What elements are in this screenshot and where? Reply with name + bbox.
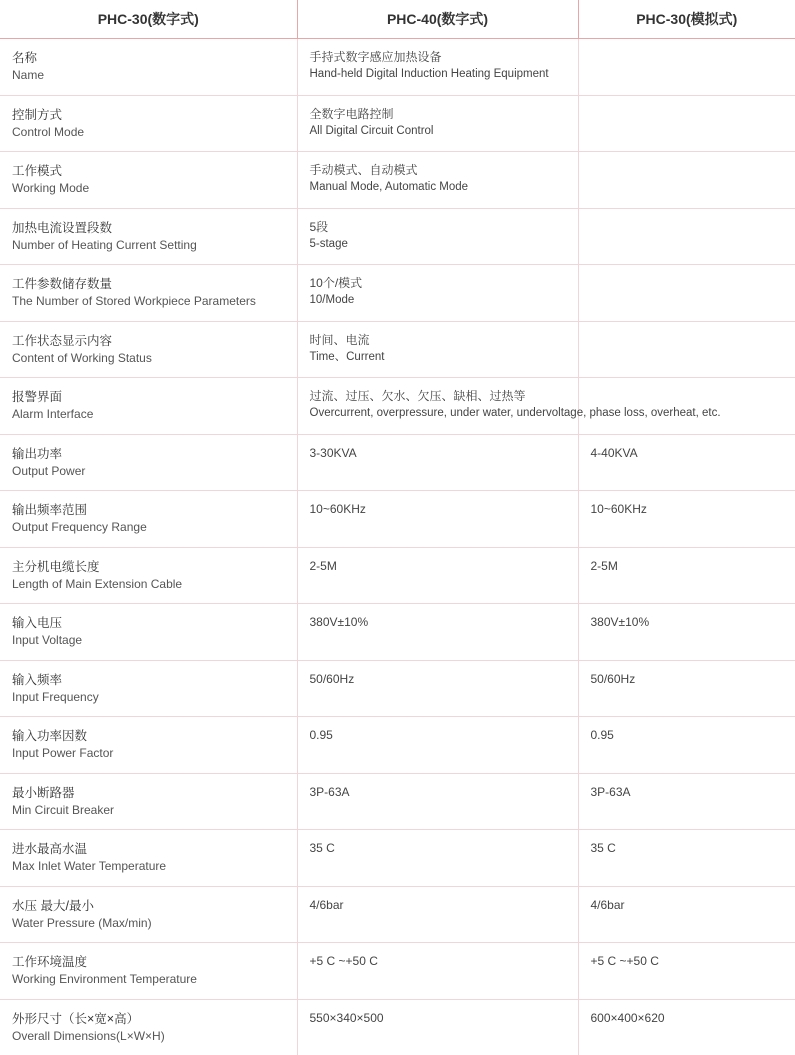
table-row (0, 95, 795, 152)
spec-value-cn: 380V±10% (310, 614, 568, 631)
spec-label-cell (0, 830, 297, 887)
spec-value-cn: 3P-63A (591, 784, 786, 801)
spec-value-cn: 手持式数字感应加热设备 (310, 49, 568, 66)
spec-label-en: The Number of Stored Workpiece Parameters (12, 293, 287, 310)
empty-value (591, 106, 786, 107)
spec-label-cn: 输出功率 (12, 445, 287, 463)
spec-value-cell-phc40 (297, 434, 578, 491)
table-row (0, 208, 795, 265)
spec-label-en: Length of Main Extension Cable (12, 576, 287, 593)
table-body (0, 39, 795, 1055)
spec-label-cn: 水压 最大/最小 (12, 897, 287, 915)
spec-label-en: Input Voltage (12, 632, 287, 649)
spec-value-cell-phc40 (297, 943, 578, 1000)
spec-value-cn: 全数字电路控制 (310, 106, 568, 123)
table-row (0, 434, 795, 491)
spec-value-en: Hand-held Digital Induction Heating Equipment (310, 66, 568, 83)
empty-value (591, 219, 786, 220)
spec-label-cn: 工作环境温度 (12, 953, 287, 971)
spec-value-cn: 380V±10% (591, 614, 786, 631)
spec-value-en: 10/Mode (310, 292, 568, 309)
spec-value-cell-phc40 (297, 321, 578, 378)
empty-value (591, 162, 786, 163)
spec-value-cell-phc40 (297, 660, 578, 717)
spec-value-cell-phc40 (297, 999, 578, 1055)
spec-label-cn: 工作模式 (12, 162, 287, 180)
spec-value-cell-phc40 (297, 604, 578, 661)
spec-label-en: Working Environment Temperature (12, 971, 287, 988)
spec-label-en: Output Power (12, 463, 287, 480)
spec-label-cn: 输出频率范围 (12, 501, 287, 519)
spec-value-cell-phc30-analog (578, 95, 795, 152)
spec-value-cell-phc30-analog (578, 547, 795, 604)
spec-value-cn: 10个/模式 (310, 275, 568, 292)
spec-label-cn: 外形尺寸（长×宽×高） (12, 1010, 287, 1028)
spec-value-cell-phc30-analog (578, 208, 795, 265)
spec-value-cn: 2-5M (591, 558, 786, 575)
spec-value-cn: 550×340×500 (310, 1010, 568, 1027)
spec-label-cell (0, 604, 297, 661)
spec-label-cn: 加热电流设置段数 (12, 219, 287, 237)
spec-value-cell-phc40 (297, 39, 578, 96)
spec-value-cell-phc30-analog (578, 321, 795, 378)
spec-label-cn: 报警界面 (12, 388, 287, 406)
spec-value-cell-phc40 (297, 886, 578, 943)
table-row (0, 999, 795, 1055)
spec-label-cell (0, 999, 297, 1055)
spec-label-en: Working Mode (12, 180, 287, 197)
spec-value-en: Overcurrent, overpressure, under water, undervoltage, phase loss, overheat, etc. (310, 405, 568, 422)
spec-value-cell-phc30-analog (578, 491, 795, 548)
spec-label-cell (0, 547, 297, 604)
spec-value-cell-phc30-analog (578, 434, 795, 491)
spec-value-cn: 4-40KVA (591, 445, 786, 462)
table-row (0, 547, 795, 604)
empty-value (591, 49, 786, 50)
spec-label-cn: 输入频率 (12, 671, 287, 689)
spec-value-cn: +5 C ~+50 C (310, 953, 568, 970)
spec-label-cn: 输入功率因数 (12, 727, 287, 745)
spec-value-cn: 10~60KHz (310, 501, 568, 518)
table-row (0, 378, 795, 435)
table-row (0, 491, 795, 548)
spec-value-cell-phc30-analog (578, 152, 795, 209)
table-row (0, 660, 795, 717)
spec-value-cell-phc30-analog (578, 943, 795, 1000)
spec-label-cell (0, 717, 297, 774)
spec-value-cn: 35 C (591, 840, 786, 857)
spec-value-en: 5-stage (310, 236, 568, 253)
spec-label-en: Name (12, 67, 287, 84)
table-row (0, 830, 795, 887)
spec-value-en: All Digital Circuit Control (310, 123, 568, 140)
spec-label-en: Water Pressure (Max/min) (12, 915, 287, 932)
spec-label-cell (0, 265, 297, 322)
empty-value (591, 332, 786, 333)
table-row (0, 604, 795, 661)
spec-label-en: Content of Working Status (12, 350, 287, 367)
spec-label-cell (0, 39, 297, 96)
spec-value-cn: 0.95 (591, 727, 786, 744)
table-row (0, 773, 795, 830)
spec-value-cn: 4/6bar (310, 897, 568, 914)
spec-value-cell-phc30-analog (578, 604, 795, 661)
empty-value (591, 388, 786, 389)
spec-value-cell-phc40 (297, 773, 578, 830)
spec-label-en: Number of Heating Current Setting (12, 237, 287, 254)
spec-value-cn: 5段 (310, 219, 568, 236)
spec-label-cn: 工作状态显示内容 (12, 332, 287, 350)
spec-label-cell (0, 491, 297, 548)
spec-value-cell-phc30-analog (578, 773, 795, 830)
spec-value-cn: 50/60Hz (591, 671, 786, 688)
spec-value-cn: 4/6bar (591, 897, 786, 914)
spec-label-cell (0, 434, 297, 491)
spec-label-cn: 控制方式 (12, 106, 287, 124)
spec-label-cell (0, 152, 297, 209)
spec-value-cn: 3-30KVA (310, 445, 568, 462)
spec-value-cell-phc30-analog (578, 830, 795, 887)
table-row (0, 39, 795, 96)
spec-value-cell-phc40 (297, 717, 578, 774)
spec-value-cell-phc40 (297, 208, 578, 265)
spec-value-en: Time、Current (310, 349, 568, 366)
spec-value-cn: +5 C ~+50 C (591, 953, 786, 970)
spec-value-cell-phc30-analog (578, 999, 795, 1055)
spec-label-en: Max Inlet Water Temperature (12, 858, 287, 875)
spec-value-cn: 50/60Hz (310, 671, 568, 688)
spec-value-cell-phc30-analog (578, 886, 795, 943)
table-row (0, 265, 795, 322)
column-header-phc30-digital: PHC-30(数字式) (0, 0, 297, 39)
column-header-phc30-analog: PHC-30(模拟式) (578, 0, 795, 39)
spec-value-cell-phc40 (297, 547, 578, 604)
spec-value-cell-phc40 (297, 265, 578, 322)
spec-value-cn: 2-5M (310, 558, 568, 575)
spec-label-en: Min Circuit Breaker (12, 802, 287, 819)
spec-label-cell (0, 378, 297, 435)
spec-value-cn: 过流、过压、欠水、欠压、缺相、过热等 (310, 388, 568, 405)
spec-value-cell-phc30-analog (578, 660, 795, 717)
table-row (0, 321, 795, 378)
spec-value-cn: 手动模式、自动模式 (310, 162, 568, 179)
spec-value-cell-phc30-analog (578, 378, 795, 435)
table-row (0, 943, 795, 1000)
spec-label-cn: 工件参数储存数量 (12, 275, 287, 293)
table-row (0, 886, 795, 943)
spec-value-en: Manual Mode, Automatic Mode (310, 179, 568, 196)
spec-label-cell (0, 321, 297, 378)
table-row (0, 152, 795, 209)
table-header-row (0, 0, 795, 39)
spec-value-cell-phc40 (297, 830, 578, 887)
spec-label-en: Overall Dimensions(L×W×H) (12, 1028, 287, 1045)
table-row (0, 717, 795, 774)
spec-label-cell (0, 660, 297, 717)
spec-value-cn: 时间、电流 (310, 332, 568, 349)
spec-value-cn: 3P-63A (310, 784, 568, 801)
spec-label-cn: 主分机电缆长度 (12, 558, 287, 576)
spec-value-cn: 35 C (310, 840, 568, 857)
spec-label-en: Control Mode (12, 124, 287, 141)
spec-value-cell-phc40 (297, 378, 578, 435)
column-header-phc40-digital: PHC-40(数字式) (297, 0, 578, 39)
spec-label-cell (0, 95, 297, 152)
spec-label-cn: 输入电压 (12, 614, 287, 632)
spec-value-cell-phc30-analog (578, 265, 795, 322)
spec-label-cell (0, 773, 297, 830)
spec-label-cell (0, 943, 297, 1000)
spec-value-cell-phc40 (297, 152, 578, 209)
spec-value-cell-phc40 (297, 491, 578, 548)
spec-value-cn: 600×400×620 (591, 1010, 786, 1027)
spec-value-cell-phc30-analog (578, 39, 795, 96)
spec-label-cell (0, 886, 297, 943)
spec-label-cn: 进水最高水温 (12, 840, 287, 858)
spec-value-cn: 0.95 (310, 727, 568, 744)
spec-value-cell-phc40 (297, 95, 578, 152)
spec-label-en: Output Frequency Range (12, 519, 287, 536)
spec-label-cn: 名称 (12, 49, 287, 67)
spec-value-cn: 10~60KHz (591, 501, 786, 518)
spec-value-cell-phc30-analog (578, 717, 795, 774)
spec-label-cn: 最小断路器 (12, 784, 287, 802)
spec-label-cell (0, 208, 297, 265)
spec-label-en: Input Power Factor (12, 745, 287, 762)
empty-value (591, 275, 786, 276)
spec-label-en: Input Frequency (12, 689, 287, 706)
spec-label-en: Alarm Interface (12, 406, 287, 423)
